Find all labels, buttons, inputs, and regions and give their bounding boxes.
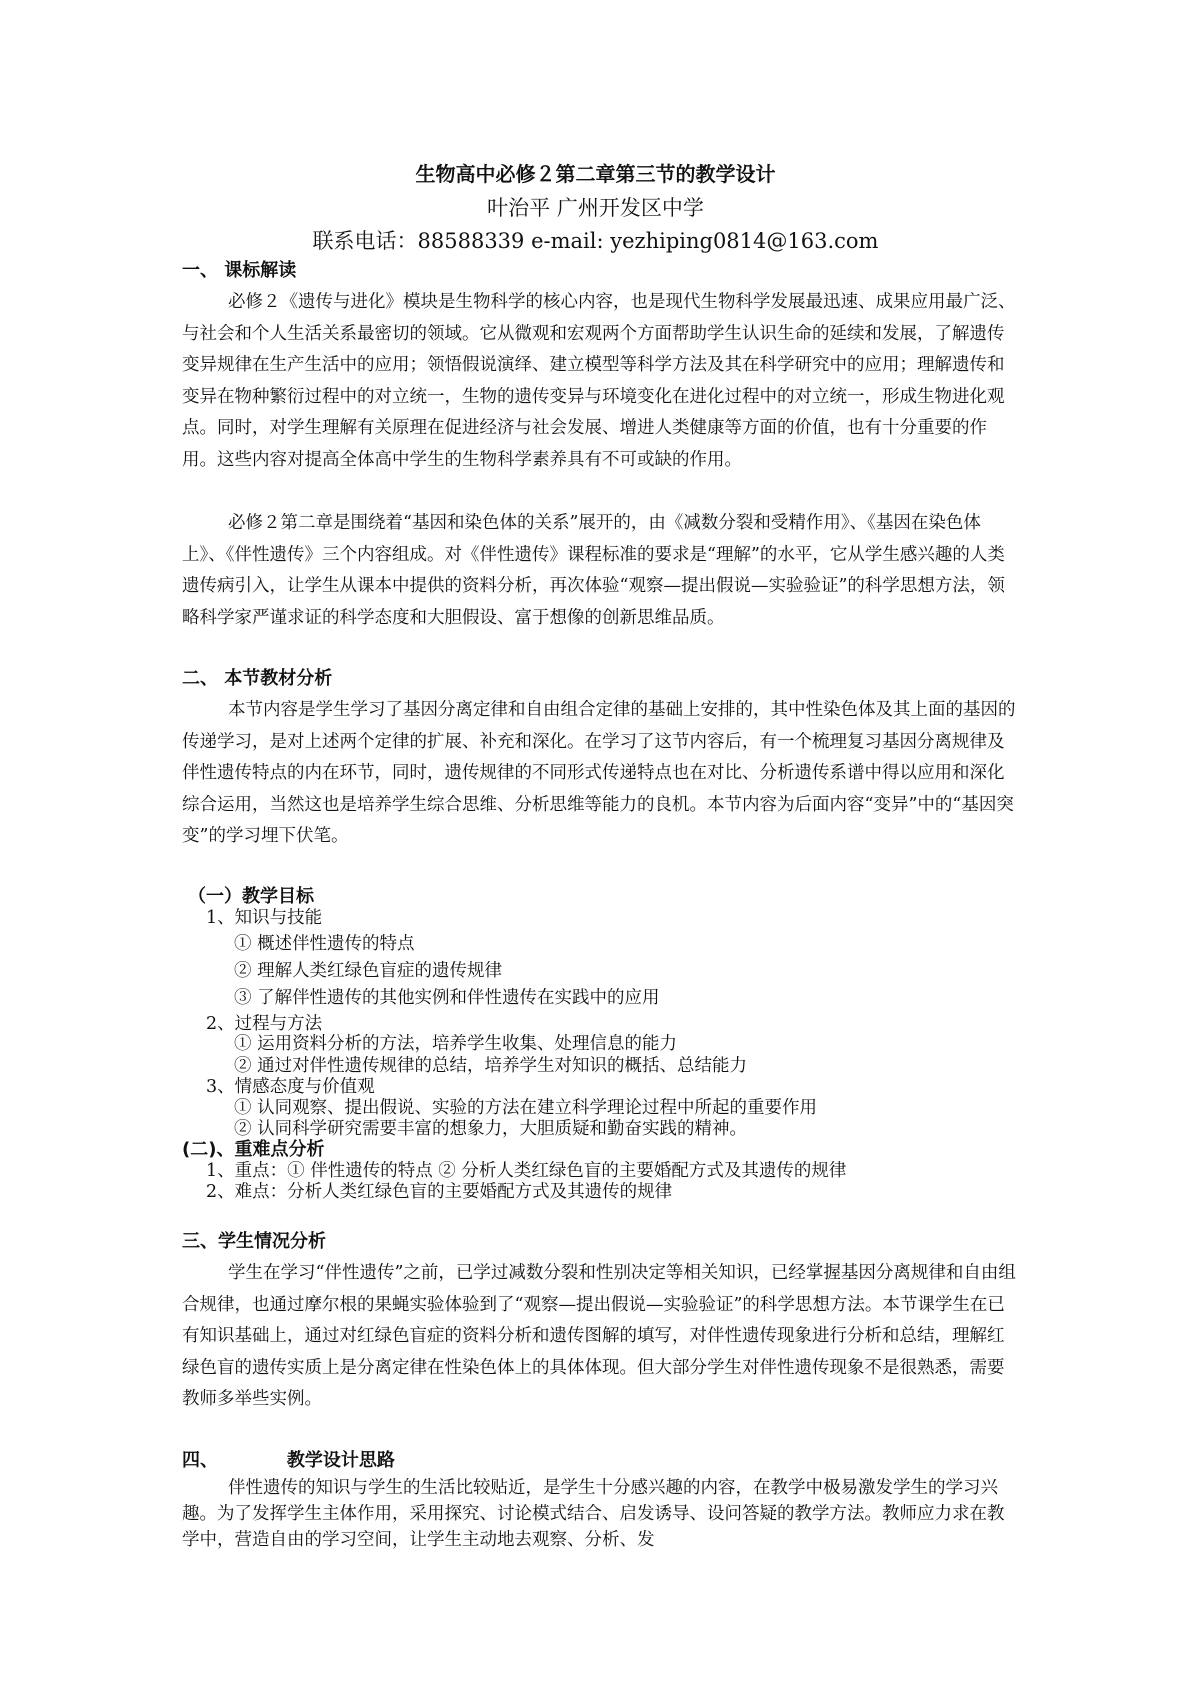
difficult-point-line: 2、难点：分析人类红绿色盲的主要婚配方式及其遗传的规律 — [206, 1182, 673, 1202]
paragraph-text: 伴性遗传的知识与学生的生活比较贴近，是学生十分感兴趣的内容，在教学中极易激发学生的学习兴趣。为了发挥学生主体作用，采用探究、讨论模式结合、启发诱导、设问答疑的教学方法。教师应力求在教学中，营造自由的学习空间，让学生主动地去观察、分析、发 — [182, 1478, 1005, 1550]
paragraph-text: 学生在学习“伴性遗传”之前，已学过减数分裂和性别决定等相关知识，已经掌握基因分离规律和自由组合规律，也通过摩尔根的果蝇实验体验到了“观察—提出假说—实验验证”的科学思想方法。本节课学生在已有知识基础上，通过对红绿色盲症的资料分析和遗传图解的填写，对伴性遗传现象进行分析和总结，理解红绿色盲的遗传实质上是分离定律在性染色体上的具体体现。但大部分学生对伴性遗传现象不是很熟悉，需要教师多举些实例。 — [182, 1263, 1016, 1410]
goal-process-title: 2、过程与方法 — [206, 1014, 323, 1034]
document-title: 生物高中必修２第二章第三节的教学设计 — [415, 162, 776, 186]
paragraph-curriculum-1 — [182, 287, 1020, 477]
goal-knowledge-title: 1、知识与技能 — [206, 908, 323, 928]
paragraph-student-analysis — [182, 1258, 1020, 1416]
paragraph-material-analysis — [182, 695, 1020, 853]
author-line: 叶治平 广州开发区中学 — [487, 196, 704, 220]
paragraph-design-idea — [182, 1475, 1020, 1553]
section-heading-1: 一、 课标解读 — [182, 260, 297, 281]
goal-knowledge-item: ② 理解人类红绿色盲症的遗传规律 — [234, 961, 503, 981]
paragraph-text: 本节内容是学生学习了基因分离定律和自由组合定律的基础上安排的，其中性染色体及其上面的基因的传递学习，是对上述两个定律的扩展、补充和深化。在学习了这节内容后，有一个梳理复习基因分离规律及伴性遗传特点的内在环节，同时，遗传规律的不同形式传递特点也在对比、分析遗传系谱中得以应用和深化综合运用，当然这也是培养学生综合思维、分析思维等能力的良机。本节内容为后面内容“变异”中的“基因突变”的学习埋下伏笔。 — [182, 700, 1016, 847]
goal-process-item: ① 运用资料分析的方法，培养学生收集、处理信息的能力 — [234, 1034, 678, 1054]
objectives-heading: （一）教学目标 — [188, 886, 314, 907]
section-heading-2: 二、 本节教材分析 — [182, 668, 333, 689]
contact-line: 联系电话：88588339 e-mail: yezhiping0814@163.com — [312, 229, 879, 253]
section-heading-3: 三、学生情况分析 — [182, 1231, 326, 1252]
keypoints-heading: (二)、重难点分析 — [182, 1139, 325, 1160]
goal-knowledge-item: ③ 了解伴性遗传的其他实例和伴性遗传在实践中的应用 — [234, 988, 660, 1008]
goal-attitude-item: ① 认同观察、提出假说、实验的方法在建立科学理论过程中所起的重要作用 — [234, 1098, 818, 1118]
goal-attitude-title: 3、情感态度与价值观 — [206, 1077, 375, 1097]
goal-knowledge-item: ① 概述伴性遗传的特点 — [234, 934, 415, 954]
paragraph-text: 必修２《遗传与进化》模块是生物科学的核心内容，也是现代生物科学发展最迅速、成果应用最广泛、与社会和个人生活关系最密切的领域。它从微观和宏观两个方面帮助学生认识生命的延续和发展，了解遗传变异规律在生产生活中的应用；领悟假说演绎、建立模型等科学方法及其在科学研究中的应用；理解遗传和变异在物种繁衍过程中的对立统一，生物的遗传变异与环境变化在进化过程中的对立统一，形成生物进化观点。同时，对学生理解有关原理在促进经济与社会发展、增进人类健康等方面的价值，也有十分重要的作用。这些内容对提高全体高中学生的生物科学素养具有不可或缺的作用。 — [182, 292, 1016, 470]
paragraph-curriculum-2 — [182, 508, 1020, 634]
paragraph-text: 必修２第二章是围绕着“基因和染色体的关系”展开的，由《减数分裂和受精作用》、《基因在染色体上》、《伴性遗传》三个内容组成。对《伴性遗传》课程标准的要求是“理解”的水平，它从学生感兴趣的人类遗传病引入，让学生从课本中提供的资料分析，再次体验“观察—提出假说—实验验证”的科学思想方法，领略科学家严谨求证的科学态度和大胆假设、富于想像的创新思维品质。 — [182, 513, 1005, 628]
section-heading-4: 四、 教学设计思路 — [182, 1450, 395, 1471]
key-point-line: 1、重点：① 伴性遗传的特点 ② 分析人类红绿色盲的主要婚配方式及其遗传的规律 — [206, 1161, 847, 1181]
goal-attitude-item: ② 认同科学研究需要丰富的想象力，大胆质疑和勤奋实践的精神。 — [234, 1119, 748, 1139]
goal-process-item: ② 通过对伴性遗传规律的总结，培养学生对知识的概括、总结能力 — [234, 1056, 748, 1076]
